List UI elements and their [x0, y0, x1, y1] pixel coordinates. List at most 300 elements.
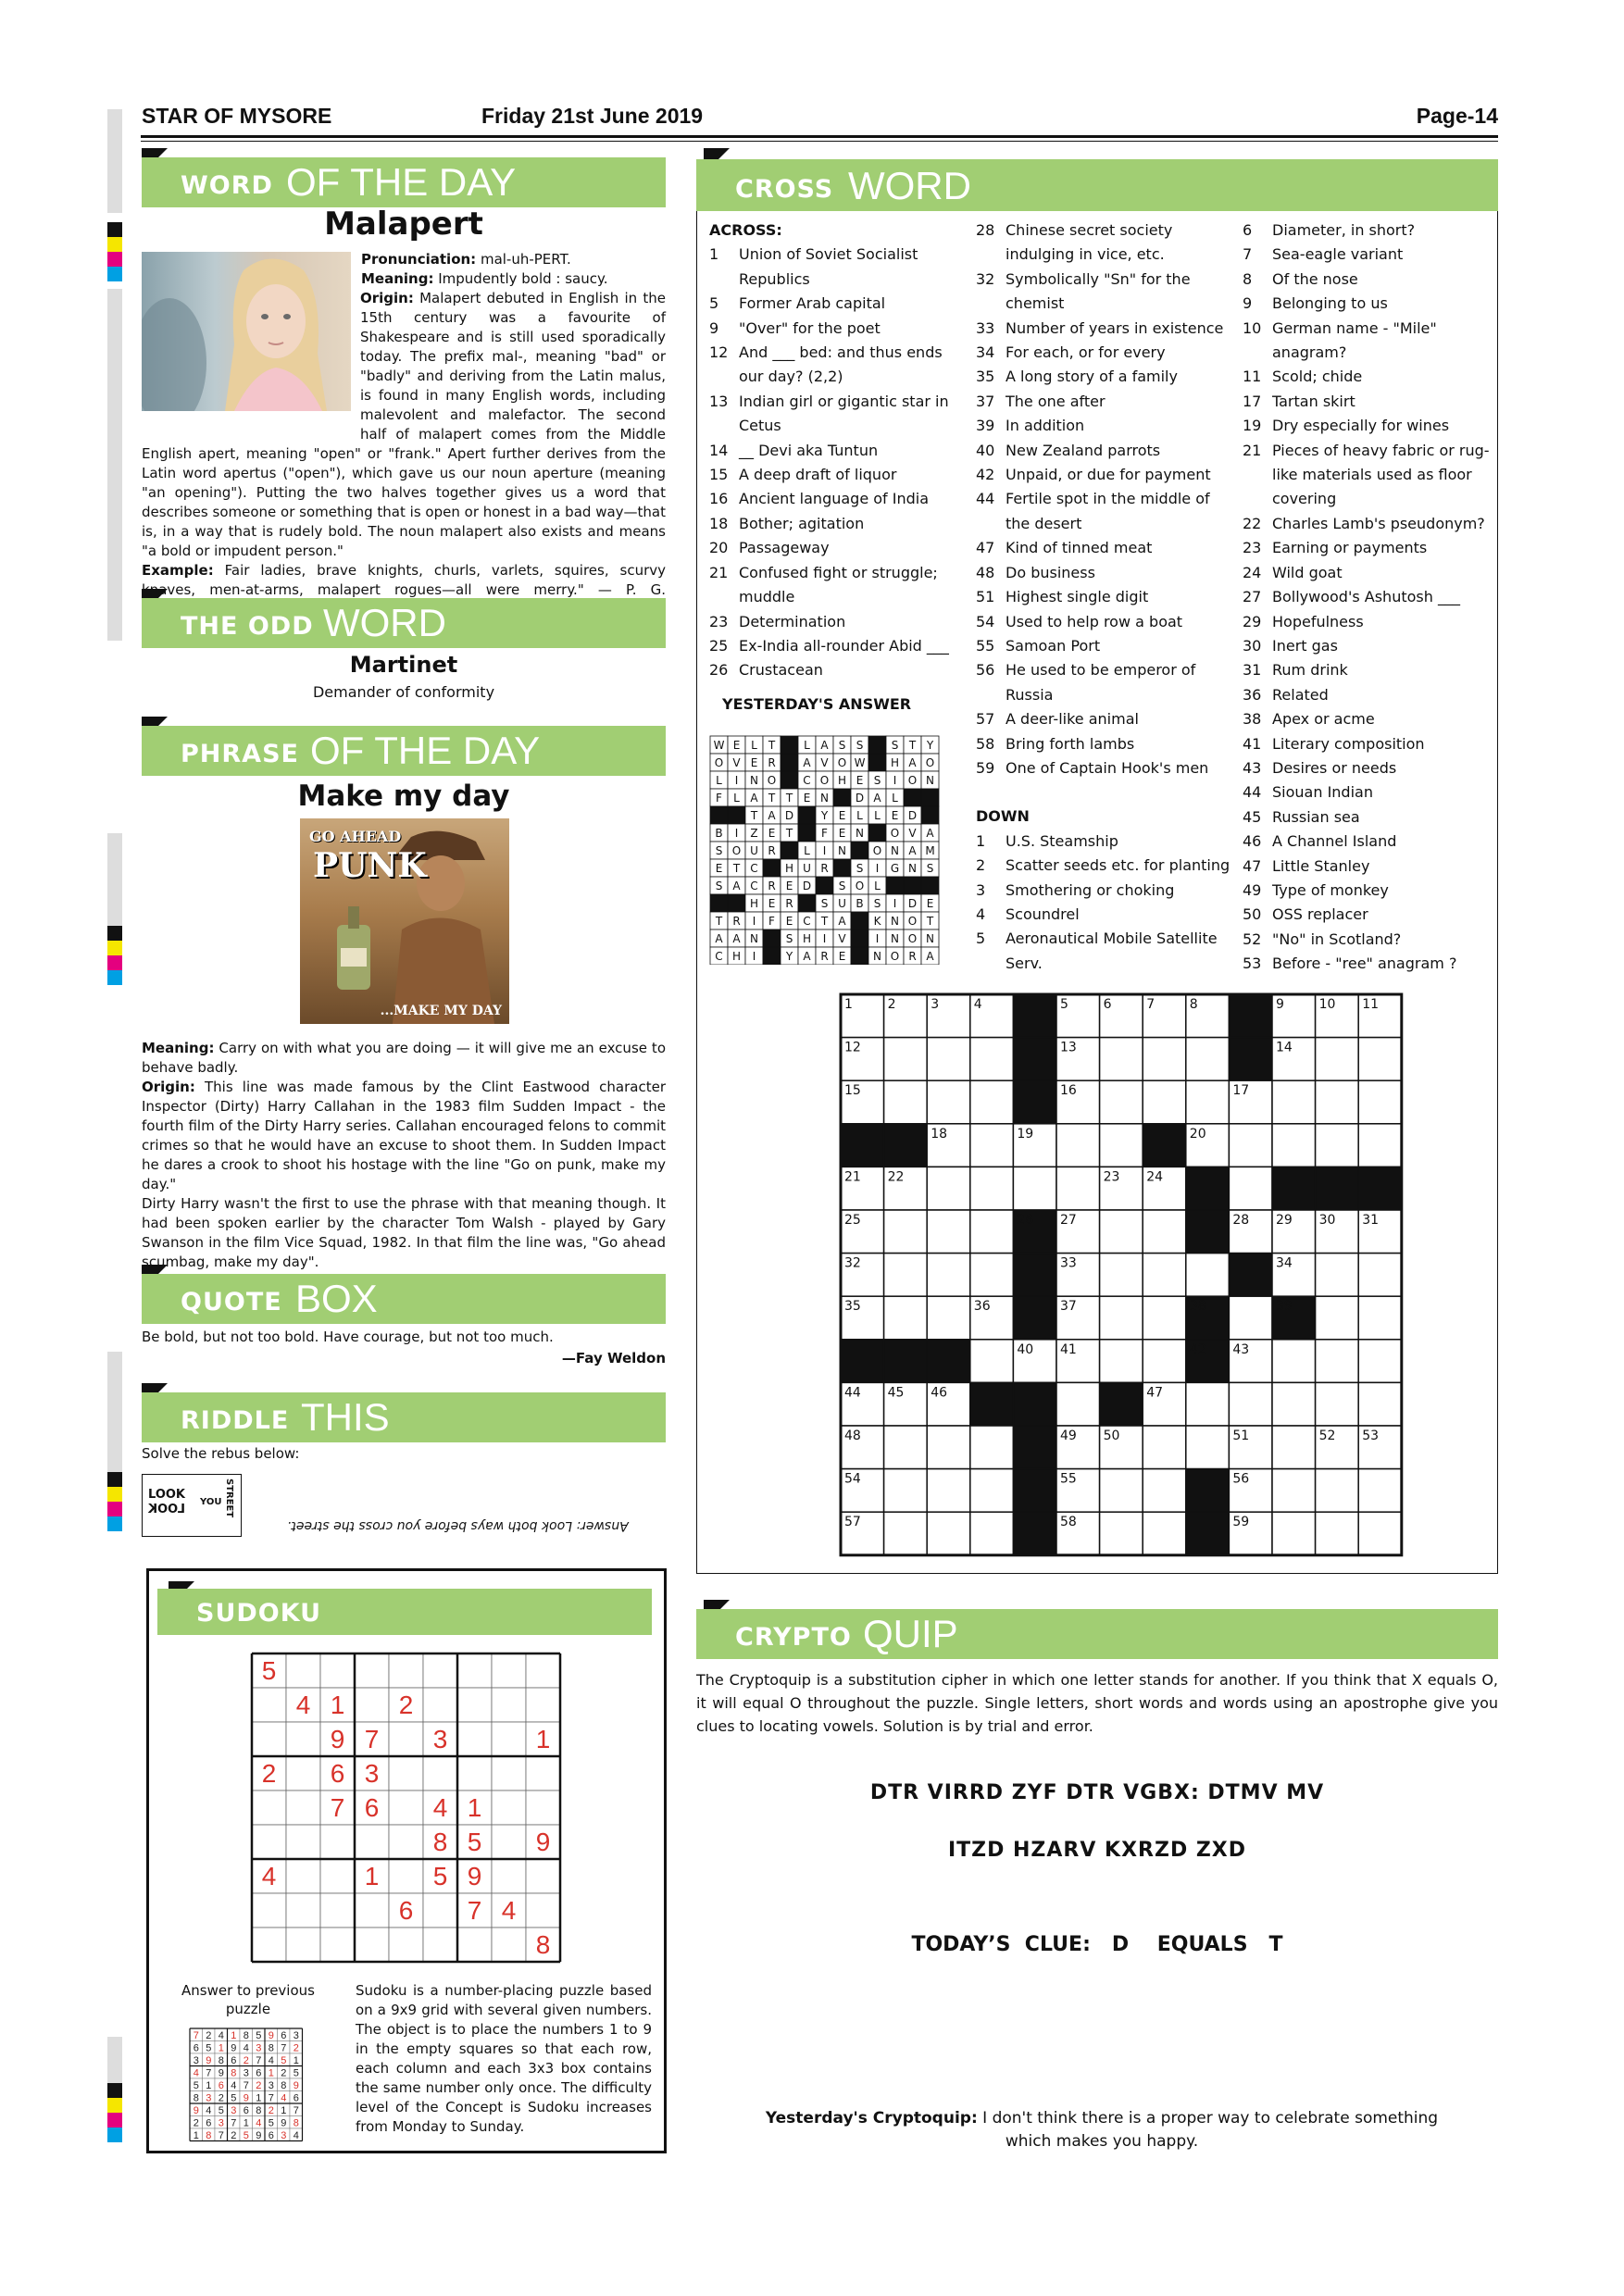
answer-letter: E	[715, 862, 723, 875]
answer-digit: 6	[243, 2105, 249, 2116]
black-cell	[1013, 1382, 1056, 1426]
cryptoquip-line-1: DTR VIRRD ZYF DTR VGBX: DTMV MV	[869, 1781, 1325, 1804]
clue-text: For each, or for every	[1006, 343, 1166, 362]
answer-letter: N	[750, 774, 758, 787]
answer-letter: W	[854, 756, 866, 769]
clue-text: Type of monkey	[1272, 880, 1389, 899]
cell-number: 21	[844, 1169, 861, 1185]
answer-letter: S	[785, 932, 793, 945]
clue-text: German name - "Mile" anagram?	[1272, 318, 1437, 362]
clue-item	[1243, 634, 1493, 658]
cell-number: 53	[1362, 1429, 1380, 1443]
answer-letter: S	[856, 862, 864, 875]
answer-digit: 4	[218, 2030, 224, 2041]
answer-letter: O	[907, 915, 918, 928]
crossword-cell	[1358, 1469, 1402, 1513]
issue-date: Friday 21st June 2019	[481, 104, 704, 128]
sudoku-given: 1	[467, 1793, 482, 1822]
clue-item	[1243, 243, 1493, 267]
word-of-day-band	[142, 157, 666, 207]
crossword-cell	[1100, 1038, 1143, 1081]
crossword-cell	[1100, 1340, 1143, 1383]
crossword-cell	[1143, 1296, 1186, 1340]
sudoku-cell	[423, 1893, 457, 1928]
crossword-cell	[1316, 1296, 1359, 1340]
black-cell	[1186, 1469, 1230, 1513]
answer-digit: 1	[218, 2042, 224, 2054]
sudoku-cell	[423, 1653, 457, 1688]
black-cell	[1013, 1254, 1056, 1297]
answer-letter: F	[716, 792, 722, 805]
cell-number: 58	[1060, 1515, 1077, 1530]
clue-number: 21	[1243, 441, 1262, 459]
cell-number: 16	[1060, 1083, 1077, 1099]
clue-list	[1243, 218, 1493, 977]
black-cell	[1316, 1167, 1359, 1210]
answer-digit: 2	[193, 2117, 199, 2129]
clue-number: 7	[1243, 245, 1253, 264]
black-cell	[851, 912, 868, 930]
sudoku-cell	[355, 1825, 389, 1859]
cell-number: 24	[1146, 1169, 1164, 1185]
sudoku-cell	[252, 1928, 286, 1962]
clue-text: Wild goat	[1272, 563, 1343, 581]
sudoku-cell	[320, 1893, 355, 1928]
answer-letter: S	[873, 774, 881, 787]
clue-text: Earning or payments	[1272, 539, 1428, 557]
color-mark	[107, 970, 122, 985]
cryptoquip-clue: TODAY’S CLUE: D EQUALS T	[911, 1933, 1283, 1956]
sudoku-grid	[250, 1652, 565, 1966]
answer-letter: R	[820, 950, 829, 963]
answer-digit: 1	[256, 2092, 262, 2104]
answer-letter: N	[750, 932, 758, 945]
clue-number: 31	[1243, 661, 1262, 680]
sudoku-given: 4	[295, 1691, 311, 1719]
phrase-extra: Dirty Harry wasn't the first to use the phrase with that meaning though. It had been spoken earlier by the character Tom Walsh - played by Gary Swanson in the film Vice Squad, 1982. In that film the line was, "Go ahead scumbag, make my day".	[142, 1195, 666, 1270]
answer-letter: S	[838, 739, 846, 752]
odd-word-title: Martinet	[349, 652, 458, 678]
clue-text: In addition	[1006, 417, 1085, 435]
clue-text: Aeronautical Mobile Satellite Serv.	[1006, 930, 1218, 972]
answer-letter: O	[731, 844, 742, 857]
malapert-origin	[142, 289, 666, 619]
black-cell	[851, 930, 868, 947]
clue-text: Rum drink	[1272, 661, 1348, 680]
answer-digit: 6	[256, 2067, 262, 2079]
answer-digit: 9	[231, 2042, 237, 2054]
clue-number: 52	[1243, 930, 1262, 948]
answer-digit: 8	[243, 2030, 249, 2041]
crossword-cell	[1272, 1469, 1316, 1513]
answer-digit: 6	[193, 2042, 199, 2054]
clue-list	[976, 218, 1235, 780]
crossword-cell	[1358, 1382, 1402, 1426]
crossword-cell	[927, 1296, 970, 1340]
crossword-cell	[1143, 1512, 1186, 1555]
answer-letter: A	[926, 827, 934, 840]
answer-digit: 5	[193, 2080, 199, 2091]
answer-letter: H	[802, 932, 812, 945]
clue-number: 59	[976, 758, 995, 777]
poster-bottom-text: ...MAKE MY DAY	[380, 1004, 502, 1018]
crossword-cell	[1186, 1254, 1230, 1297]
crossword-cell	[1316, 1080, 1359, 1124]
color-mark	[107, 926, 122, 941]
crossword-cell	[1229, 1296, 1272, 1340]
sudoku-description: Sudoku is a number-placing puzzle based on a 9x9 grid with several given numbers. The object is to place the numbers 1 to 9 in the empty squares so that each row, each column and each 3x3 box contains the same number only once. The difficulty level of the Concept is Sudoku increases from Monday to Sunday.	[356, 1982, 652, 2135]
sudoku-given: 1	[364, 1862, 380, 1890]
clue-text: "Over" for the poet	[739, 318, 881, 337]
crossword-cell	[1186, 1382, 1230, 1426]
clue-text: OSS replacer	[1272, 905, 1368, 924]
crossword-cell	[1316, 1512, 1359, 1555]
yesterday-heading: YESTERDAY'S ANSWER	[722, 694, 912, 713]
answer-digit: 7	[206, 2067, 212, 2079]
answer-digit: 3	[231, 2105, 237, 2116]
crossword-cell	[1056, 1124, 1100, 1167]
black-cell	[1186, 1167, 1230, 1210]
clue-text: Ancient language of India	[739, 490, 930, 508]
band-label-light: QUIP	[863, 1612, 958, 1655]
sudoku-given: 3	[432, 1725, 448, 1753]
clue-text: Samoan Port	[1006, 636, 1101, 655]
black-cell	[1013, 994, 1056, 1038]
sudoku-band	[157, 1589, 652, 1635]
clue-text: One of Captain Hook's men	[1006, 758, 1209, 777]
color-mark	[107, 1516, 122, 1531]
sudoku-cell	[526, 1756, 560, 1791]
clue-text: New Zealand parrots	[1006, 441, 1161, 459]
sudoku-given: 9	[330, 1725, 345, 1753]
answer-letter: U	[750, 844, 758, 857]
sudoku-given: 6	[398, 1896, 414, 1925]
clue-item	[976, 268, 1235, 317]
answer-letter: O	[855, 880, 865, 892]
cell-number: 46	[931, 1385, 948, 1401]
color-mark	[107, 955, 122, 970]
cell-number: 29	[1276, 1213, 1293, 1228]
clue-list	[976, 830, 1235, 976]
clue-text: He used to be emperor of Russia	[1006, 661, 1196, 704]
band-label-light: OF THE DAY	[310, 729, 541, 772]
black-cell	[1272, 1167, 1316, 1210]
answer-letter: O	[714, 756, 724, 769]
sudoku-cell	[389, 1859, 423, 1893]
color-mark	[107, 1487, 122, 1502]
sudoku-cell	[389, 1825, 423, 1859]
crossword-cell	[1229, 1124, 1272, 1167]
clue-item	[1243, 536, 1493, 560]
answer-digit: 9	[256, 2130, 262, 2141]
clue-number: 14	[709, 441, 729, 459]
sudoku-cell	[286, 1928, 320, 1962]
sudoku-cell	[526, 1688, 560, 1722]
answer-letter: E	[856, 774, 864, 787]
answer-letter: A	[838, 915, 846, 928]
pronunciation: mal-uh-PERT.	[476, 251, 571, 268]
clue-number: 21	[709, 563, 729, 581]
answer-letter: L	[856, 809, 863, 822]
band-label-light: WORD	[848, 164, 971, 207]
cell-number: 42	[1189, 1341, 1206, 1357]
clue-number: 50	[1243, 905, 1262, 924]
cell-number: 27	[1060, 1213, 1077, 1228]
clue-text: Inert gas	[1272, 636, 1338, 655]
answer-digit: 9	[243, 2092, 249, 2104]
clue-text: Crustacean	[739, 661, 823, 680]
sudoku-given: 1	[330, 1691, 345, 1719]
answer-letter: S	[820, 897, 829, 910]
clue-number: 16	[709, 490, 729, 508]
clue-number: 8	[1243, 269, 1253, 288]
clue-number: 45	[1243, 807, 1262, 826]
clue-item	[1243, 952, 1493, 976]
answer-letter: I	[822, 844, 827, 857]
crossword-cell	[1100, 1080, 1143, 1124]
clue-item	[1243, 805, 1493, 830]
sudoku-given: 2	[398, 1691, 414, 1719]
black-cell	[970, 1382, 1014, 1426]
sudoku-cell	[286, 1653, 320, 1688]
phrase-meaning: Carry on with what you are doing — it will give me an excuse to behave badly.	[142, 1040, 666, 1076]
answer-letter: T	[820, 915, 829, 928]
black-cell	[884, 1124, 928, 1167]
black-cell	[1358, 1167, 1402, 1210]
black-cell	[710, 806, 728, 824]
answer-digit: 3	[281, 2130, 287, 2141]
answer-digit: 7	[218, 2130, 224, 2141]
crossword-cell	[927, 1210, 970, 1254]
black-cell	[781, 754, 798, 771]
clue-item	[976, 610, 1235, 634]
answer-letter: Y	[785, 950, 793, 963]
sudoku-given: 1	[535, 1725, 551, 1753]
across-column-1	[709, 218, 954, 717]
sudoku-cell	[492, 1722, 526, 1756]
clue-item	[1243, 830, 1493, 854]
cell-number: 34	[1276, 1255, 1293, 1271]
answer-digit: 8	[193, 2092, 199, 2104]
black-cell	[781, 842, 798, 859]
answer-digit: 9	[268, 2030, 274, 2041]
clue-text: Smothering or choking	[1006, 880, 1175, 899]
answer-letter: O	[767, 774, 777, 787]
answer-digit: 4	[256, 2117, 262, 2129]
sudoku-given: 5	[261, 1656, 277, 1685]
sudoku-cell	[286, 1791, 320, 1825]
crossword-cell	[884, 1254, 928, 1297]
cell-number: 28	[1232, 1213, 1250, 1228]
crossword-cell	[1316, 1124, 1359, 1167]
crossword-cell	[1143, 1340, 1186, 1383]
answer-letter: A	[926, 950, 934, 963]
cell-number: 49	[1060, 1429, 1077, 1443]
band-label-bold: PHRASE	[181, 740, 299, 768]
clue-number: 10	[1243, 318, 1262, 337]
clue-item	[976, 463, 1235, 487]
black-cell	[1229, 994, 1272, 1038]
pron-label: Pronunciation:	[361, 251, 477, 268]
answer-digit: 4	[193, 2067, 199, 2079]
crossword-cell	[1229, 1382, 1272, 1426]
clue-number: 22	[1243, 514, 1262, 532]
sudoku-given: 4	[501, 1896, 517, 1925]
clue-text: Bother; agitation	[739, 514, 865, 532]
crossword-cell	[927, 1254, 970, 1297]
clue-item	[1243, 439, 1493, 512]
clue-number: 4	[976, 905, 986, 923]
crossword-cell	[970, 1512, 1014, 1555]
black-cell	[710, 894, 728, 912]
black-cell	[868, 736, 886, 754]
answer-letter: V	[908, 827, 917, 840]
clue-number: 29	[1243, 612, 1262, 630]
answer-digit: 4	[231, 2080, 237, 2091]
cell-number: 3	[931, 997, 940, 1012]
clue-number: 20	[709, 539, 729, 557]
clue-item	[709, 341, 954, 390]
answer-letter: R	[785, 897, 793, 910]
clue-text: Dry especially for wines	[1272, 417, 1450, 435]
color-mark	[107, 941, 122, 955]
answer-letter: M	[925, 844, 935, 857]
black-cell	[1013, 1426, 1056, 1469]
cell-number: 51	[1232, 1429, 1250, 1443]
example-label: Example:	[142, 562, 214, 579]
clue-text: Desires or needs	[1272, 758, 1397, 777]
clue-item	[709, 317, 954, 341]
answer-digit: 3	[256, 2042, 262, 2054]
sudoku-cell	[389, 1928, 423, 1962]
cell-number: 39	[1276, 1299, 1293, 1315]
cell-number: 7	[1146, 997, 1156, 1012]
answer-digit: 1	[193, 2130, 199, 2141]
answer-letter: D	[907, 809, 918, 822]
poster-title: PUNK	[313, 846, 427, 885]
answer-digit: 5	[243, 2130, 249, 2141]
answer-digit: 4	[268, 2055, 274, 2066]
crossword-cell	[927, 1167, 970, 1210]
cell-number: 57	[844, 1515, 861, 1530]
clue-text: Highest single digit	[1006, 588, 1149, 606]
answer-digit: 7	[193, 2030, 199, 2041]
answer-letter: T	[785, 827, 793, 840]
answer-letter: E	[838, 827, 846, 840]
answer-letter: S	[715, 880, 723, 892]
black-cell	[868, 824, 886, 842]
clue-item	[976, 903, 1235, 927]
answer-letter: E	[732, 739, 741, 752]
answer-letter: N	[891, 932, 899, 945]
cell-number: 6	[1103, 997, 1112, 1012]
answer-digit: 4	[293, 2130, 299, 2141]
answer-letter: I	[734, 827, 739, 840]
cell-number: 4	[973, 997, 982, 1012]
clue-item	[709, 634, 954, 658]
answer-letter: O	[907, 932, 918, 945]
black-cell	[763, 947, 781, 965]
clue-item	[976, 707, 1235, 731]
answer-letter: E	[768, 897, 776, 910]
sudoku-prev-label: Answer to previous puzzle	[181, 1982, 315, 2017]
answer-letter: L	[874, 880, 881, 892]
answer-digit: 7	[268, 2092, 274, 2104]
band-label-bold: QUOTE	[181, 1288, 282, 1316]
yesterday-label: Yesterday's Cryptoquip:	[765, 2109, 978, 2128]
answer-digit: 7	[293, 2105, 299, 2116]
origin-text: Malapert debuted in English in the 15th century was a favourite of Shakespeare and is still used sporadically today. The prefix mal-, meaning "bad" or "badly" and deriving from the Latin malus, is found in many English words, including malevolent and malefactor. The second half of malapert comes from the Middle English apert, meaning "open" or "frank." Apert further derives from the Latin word apertus ("open"), which gave us our noun aperture (meaning "an opening"). Putting the two halves together gives us a word that describes someone or something that is open or honest in a bad way—that is, in a way that is rudely bold. The noun malapert also exists and means "a bold or impudent person."	[142, 290, 666, 559]
answer-letter: D	[784, 809, 794, 822]
answer-letter: L	[804, 844, 810, 857]
clue-text: Symbolically "Sn" for the chemist	[1006, 269, 1191, 313]
crossword-cell	[1143, 1426, 1186, 1469]
crossword-cell	[884, 1512, 928, 1555]
answer-digit: 5	[231, 2092, 237, 2104]
across-heading: ACROSS:	[709, 221, 782, 239]
answer-letter: A	[820, 739, 829, 752]
crossword-cell	[970, 1340, 1014, 1383]
answer-letter: A	[715, 932, 723, 945]
answer-letter: A	[873, 792, 881, 805]
answer-digit: 4	[206, 2105, 212, 2116]
answer-digit: 2	[256, 2080, 262, 2091]
answer-letter: T	[768, 792, 776, 805]
photo-spacer	[142, 289, 360, 428]
cell-number: 15	[844, 1083, 861, 1099]
sudoku-given: 7	[330, 1793, 345, 1822]
crossword-cell	[1186, 1080, 1230, 1124]
color-mark	[107, 1502, 122, 1516]
sudoku-cell	[492, 1688, 526, 1722]
black-cell	[886, 877, 904, 894]
answer-letter: E	[838, 809, 846, 822]
color-mark	[107, 2098, 122, 2113]
answer-digit: 7	[243, 2080, 249, 2091]
answer-letter: I	[822, 932, 827, 945]
clue-item	[976, 439, 1235, 463]
answer-digit: 6	[231, 2055, 237, 2066]
crossword-grid	[839, 992, 1404, 1557]
clue-text: Scoundrel	[1006, 905, 1080, 923]
crossword-cell	[1272, 1080, 1316, 1124]
answer-letter: T	[715, 915, 723, 928]
sudoku-cell	[457, 1688, 492, 1722]
answer-letter: D	[855, 792, 865, 805]
cell-number: 30	[1318, 1213, 1336, 1228]
sudoku-cell	[389, 1756, 423, 1791]
answer-letter: A	[908, 756, 917, 769]
clue-item	[709, 610, 954, 634]
clue-number: 39	[976, 417, 995, 435]
black-cell	[833, 859, 851, 877]
crossword-cell	[1272, 1512, 1316, 1555]
answer-letter: S	[873, 897, 881, 910]
clue-item	[976, 365, 1235, 389]
clue-number: 34	[976, 343, 995, 362]
crossword-cell	[970, 1038, 1014, 1081]
clue-text: Kind of tinned meat	[1006, 539, 1153, 557]
side-strip-5	[107, 2037, 122, 2083]
clue-number: 42	[976, 466, 995, 484]
yesterday-solution: I don't think there is a proper way to celebrate something which makes you happy.	[977, 2109, 1439, 2151]
answer-letter: C	[750, 862, 758, 875]
answer-letter: I	[752, 950, 756, 963]
black-cell	[1013, 1512, 1056, 1555]
clue-item	[709, 439, 954, 463]
clue-item	[1243, 855, 1493, 879]
crossword-cell	[1100, 1254, 1143, 1297]
